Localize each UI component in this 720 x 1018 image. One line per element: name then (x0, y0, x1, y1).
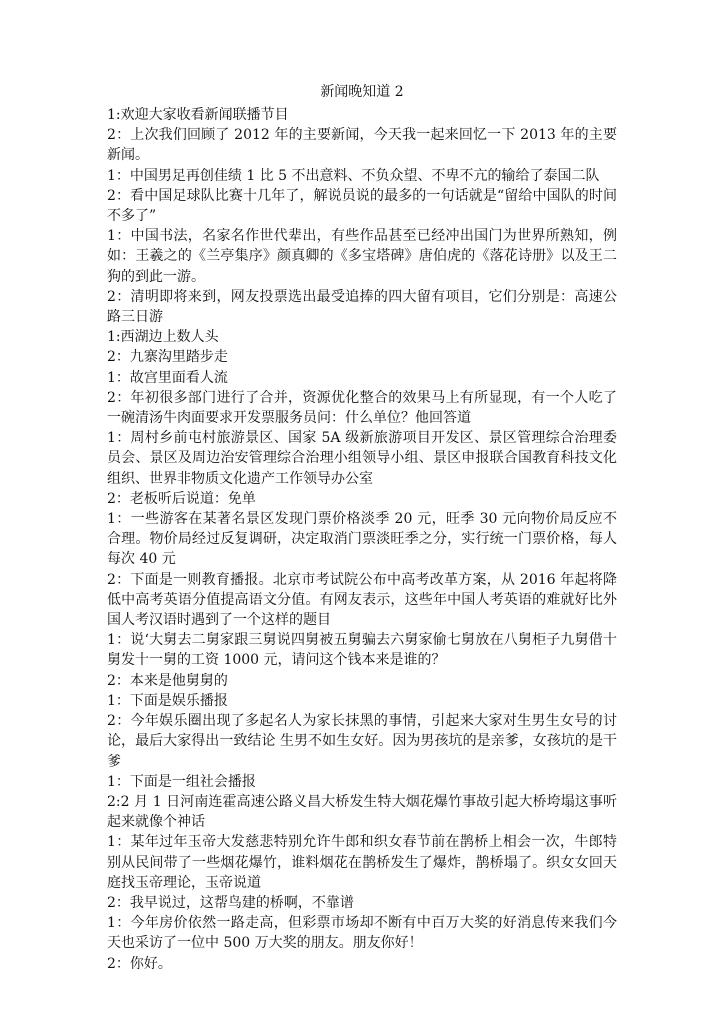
document-title: 新闻晚知道 2 (320, 84, 404, 100)
dialogue-line: 1：某年过年玉帝大发慈悲特别允许牛郎和织女春节前在鹊桥上相会一次，牛郎特别从民间带了一些烟花爆竹，谁料烟花在鹊桥发生了爆炸，鹊桥塌了。织女女回天庭找玉帝理论，玉帝说道 (107, 834, 617, 891)
dialogue-line: 1：中国书法，名家名作世代辈出，有些作品甚至已经冲出国门为世界所熟知，例如：王羲之的《兰亭集序》颜真卿的《多宝塔碑》唐伯虎的《落花诗册》以及王二狗的到此一游。 (107, 228, 617, 285)
dialogue-line: 2：清明即将来到，网友投票选出最受追捧的四大留有项目，它们分别是：高速公路三日游 (107, 288, 617, 326)
dialogue-line: 2：你好。 (107, 955, 172, 972)
document-body (107, 105, 617, 974)
dialogue-line: 2：下面是一则教育播报。北京市考试院公布中高考改革方案，从 2016 年起将降低中高考英语分值提高语文分值。有网友表示，这些年中国人考英语的难就好比外国人考汉语时遇到了一个这样的题目 (107, 571, 617, 629)
dialogue-line: 1：中国男足再创佳绩 1 比 5 不出意料、不负众望、不卑不亢的输给了泰国二队 (107, 167, 600, 184)
dialogue-line: 1:西湖边上数人头 (107, 329, 219, 346)
document-page (107, 82, 617, 974)
dialogue-line: 2：看中国足球队比赛十几年了，解说员说的最多的一句话就是“留给中国队的时间不多了” (107, 187, 617, 225)
dialogue-line: 1：说‘大舅去二舅家跟三舅说四舅被五舅骗去六舅家偷七舅放在八舅柜子九舅借十舅发十一舅的工资 1000 元，请问这个钱本来是谁的？ (107, 632, 617, 669)
dialogue-line: 1：周村乡前屯村旅游景区、国家 5A 级新旅游项目开发区、景区管理综合治理委员会、景区及周边治安管理综合治理小组领导小组、景区申报联合国教育科技文化组织、世界非物质文化遗产工作领导办公室 (107, 430, 617, 487)
dialogue-line: 1：下面是一组社会播报 (107, 773, 256, 790)
dialogue-line: 2：本来是他舅舅的 (107, 672, 228, 689)
dialogue-line: 1：今年房价依然一路走高，但彩票市场却不断有中百万大奖的好消息传来我们今天也采访了一位中 500 万大奖的朋友。朋友你好！ (107, 915, 617, 952)
dialogue-line: 1：故宫里面看人流 (107, 369, 228, 386)
dialogue-line: 2：九寨沟里踏步走 (107, 349, 228, 366)
dialogue-line: 2：我早说过，这帮鸟建的桥啊，不靠谱 (107, 894, 354, 911)
dialogue-line: 1：一些游客在某著名景区发现门票价格淡季 20 元，旺季 30 元向物价局反应不合理。物价局经过反复调研，决定取消门票淡旺季之分，实行统一门票价格，每人每次 40 元 (107, 511, 617, 568)
dialogue-line: 2：年初很多部门进行了合并，资源优化整合的效果马上有所显现，有一个人吃了一碗清汤牛肉面要求开发票服务员问：什么单位？他回答道 (107, 389, 617, 427)
dialogue-line: 2:2 月 1 日河南连霍高速公路义昌大桥发生特大烟花爆竹事故引起大桥垮塌这事听起来就像个神话 (107, 793, 617, 831)
dialogue-line: 2：老板听后说道：免单 (107, 490, 256, 507)
dialogue-line: 1：下面是娱乐播报 (107, 692, 228, 709)
dialogue-line: 2：上次我们回顾了 2012 年的主要新闻，今天我一起来回忆一下 2013 年的主要新闻。 (107, 127, 617, 164)
dialogue-line: 1:欢迎大家收看新闻联播节目 (107, 107, 289, 123)
dialogue-line: 2：今年娱乐圈出现了多起名人为家长抹黑的事情，引起来大家对生男生女号的讨论，最后大家得出一致结论 生男不如生女好。因为男孩坑的是亲爹，女孩坑的是干爹 (107, 713, 617, 770)
